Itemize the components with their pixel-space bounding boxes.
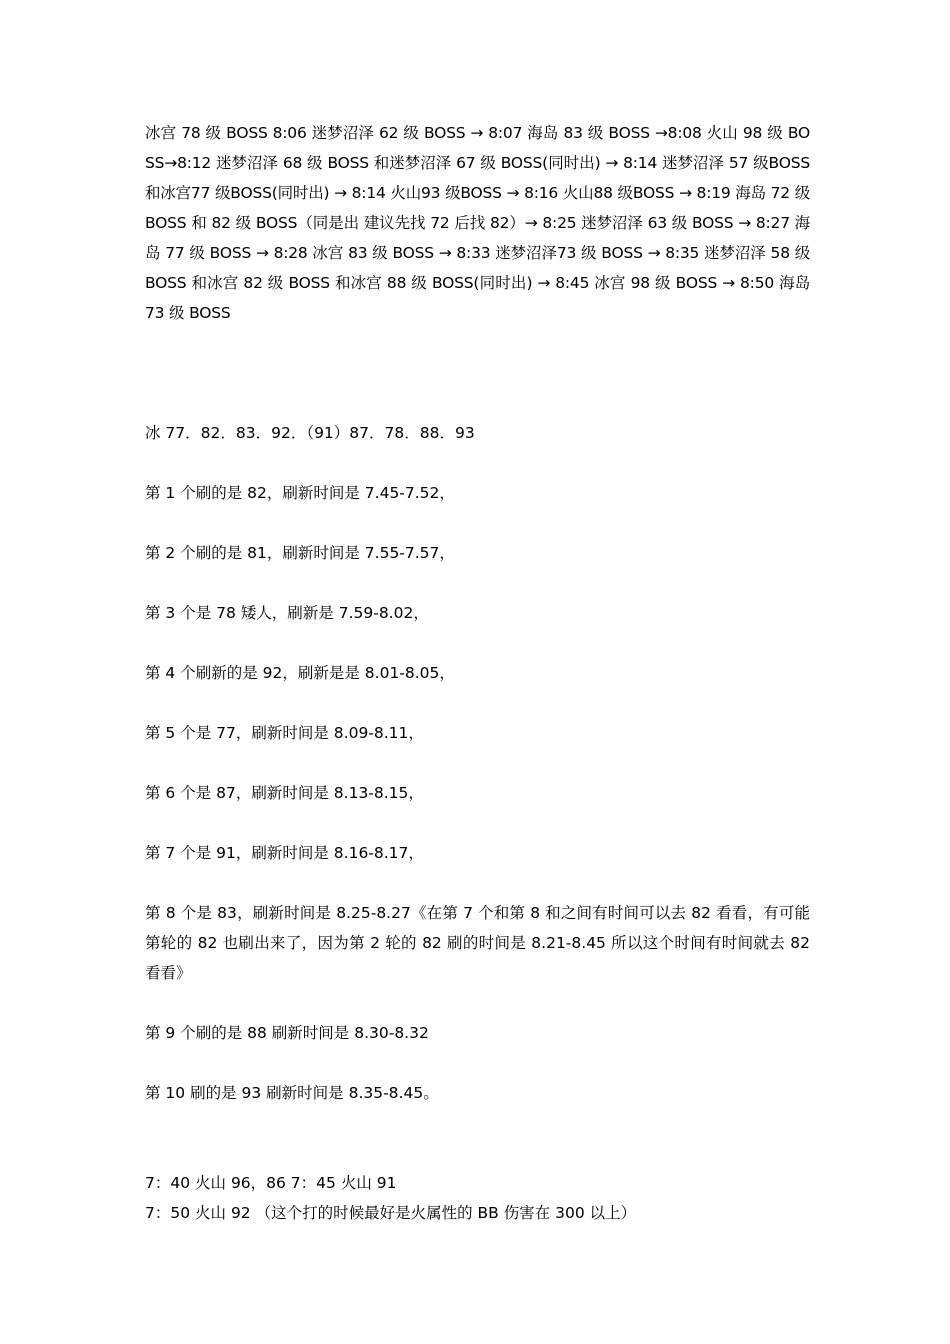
refresh-entry-8: 第 8 个是 83，刷新时间是 8.25-8.27《在第 7 个和第 8 和之间有时间可以去 82 看看，有可能第轮的 82 也刷出来了，因为第 2 轮的 82 刷的时间是 8.21-8.45 所以这个时间有时间就去 82 看看》 (145, 904, 810, 982)
refresh-entry-9: 第 9 个刷的是 88 刷新时间是 8.30-8.32 (145, 1024, 429, 1042)
refresh-entry-2: 第 2 个刷的是 81，刷新时间是 7.55-7.57， (145, 544, 455, 562)
refresh-entry-6: 第 6 个是 87，刷新时间是 8.13-8.15， (145, 784, 424, 802)
boss-schedule-paragraph: 冰宫 78 级 BOSS 8:06 迷梦沼泽 62 级 BOSS → 8:07 海岛 83 级 BOSS →8:08 火山 98 级 BOSS→8:12 迷梦沼泽 68 级 BOSS 和迷梦沼泽 67 级 BOSS(同时出) → 8:14 迷梦沼泽 57 级BOSS和冰宫77 级BOSS(同时出) → 8:14 火山93 级BOSS → 8:16 火山88 级BOSS → 8:19 海岛 72 级 BOSS 和 82 级 BOSS（同是出 建议先找 72 后找 82）→ 8:25 迷梦沼泽 63 级 BOSS → 8:27 海岛 77 级 BOSS → 8:28 冰宫 83 级 BOSS → 8:33 迷梦沼泽73 级 BOSS → 8:35 迷梦沼泽 58 级 BOSS 和冰宫 82 级 BOSS 和冰宫 88 级 BOSS(同时出) → 8:45 冰宫 98 级 BOSS → 8:50 海岛 73 级 BOSS (145, 124, 810, 322)
ice-palace-summary: 冰 77．82．83．92．（91）87．78．88．93 (145, 424, 475, 442)
volcano-schedule (145, 1168, 810, 1228)
refresh-entry-3: 第 3 个是 78 矮人，刷新是 7.59-8.02， (145, 604, 429, 622)
volcano-line-2: 7：50 火山 92 （这个打的时候最好是火属性的 BB 伤害在 300 以上） (145, 1204, 637, 1222)
document-page (145, 118, 810, 1228)
volcano-line-1: 7：40 火山 96，86 7：45 火山 91 (145, 1174, 397, 1192)
refresh-entry-4: 第 4 个刷新的是 92，刷新是是 8.01-8.05， (145, 664, 455, 682)
refresh-entry-7: 第 7 个是 91，刷新时间是 8.16-8.17， (145, 844, 424, 862)
refresh-entry-10: 第 10 刷的是 93 刷新时间是 8.35-8.45。 (145, 1084, 439, 1102)
refresh-entry-5: 第 5 个是 77，刷新时间是 8.09-8.11， (145, 724, 424, 742)
refresh-entry-1: 第 1 个刷的是 82，刷新时间是 7.45-7.52， (145, 484, 455, 502)
